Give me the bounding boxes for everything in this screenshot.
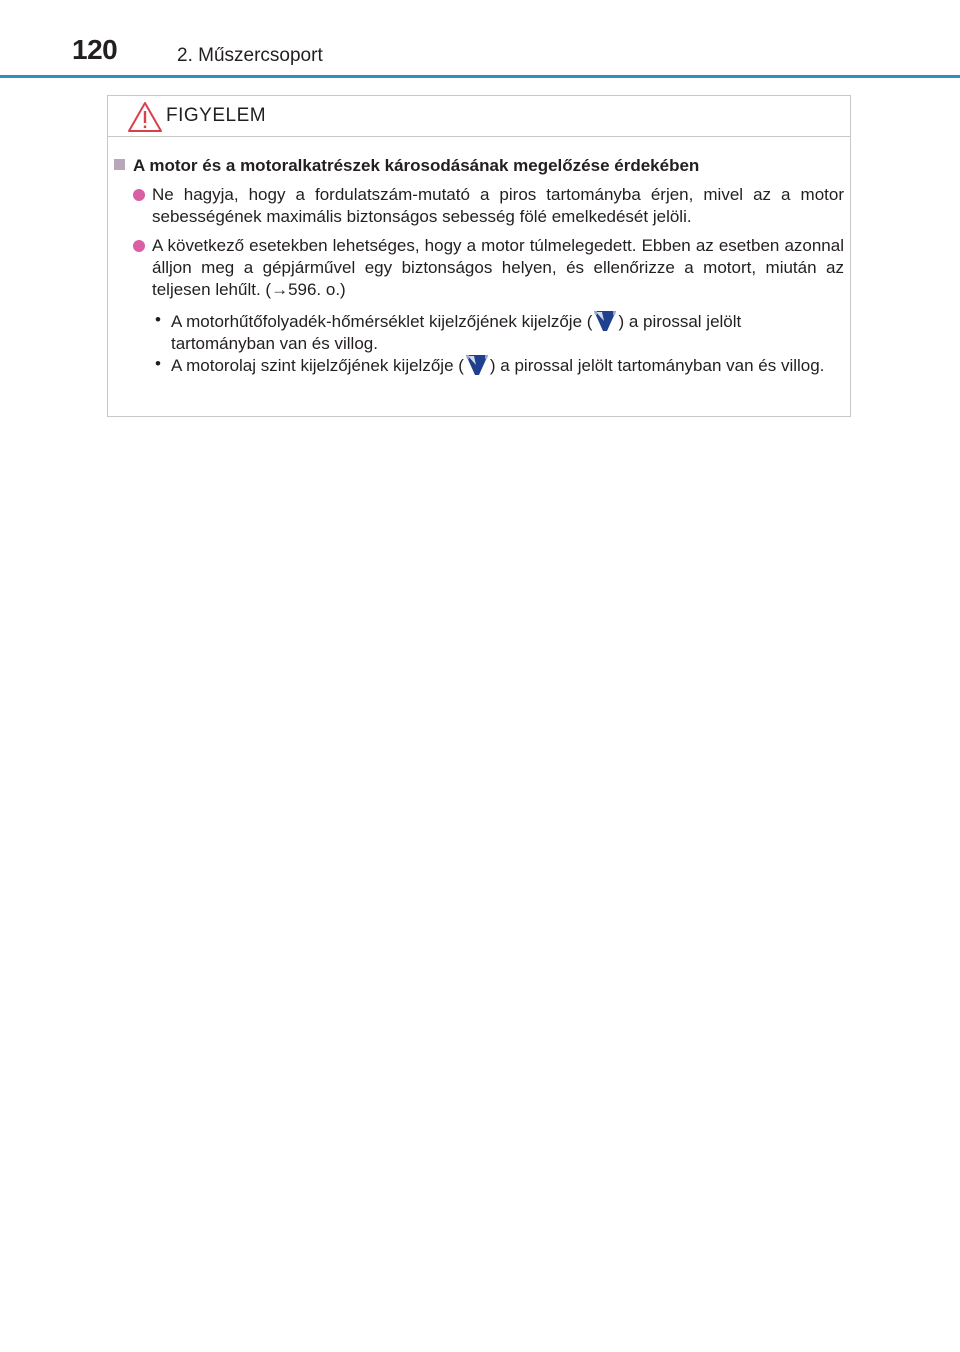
subheading-text: A motor és a motoralkatrészek károsodásának megelőzése érdekében bbox=[133, 156, 700, 175]
sub-item-text-after: ) a pirossal jelölt tartományban van és villog. bbox=[489, 356, 825, 375]
list-item-text: A következő esetekben lehetséges, hogy a motor túlmelegedett. Ebben az esetben azonnal álljon meg a gépjárművel egy biztonságos helyen, és ellenőrizze a motort, miután az teljesen lehűlt. (→596. o.) bbox=[152, 236, 844, 299]
oil-level-gauge-icon bbox=[465, 353, 489, 377]
sub-list-item bbox=[155, 309, 844, 355]
square-bullet-icon bbox=[114, 159, 125, 170]
warning-triangle-icon bbox=[127, 101, 163, 133]
sub-bullet: • bbox=[155, 310, 161, 329]
list-item-text: Ne hagyja, hogy a fordulatszám-mutató a piros tartományba érjen, mivel az a motor sebességének maximális biztonságos sebesség fölé emelkedését jelöli. bbox=[152, 185, 844, 226]
list-item bbox=[152, 184, 844, 228]
section-title: 2. Műszercsoport bbox=[177, 45, 323, 66]
header-rule bbox=[0, 75, 960, 78]
warning-label: FIGYELEM bbox=[166, 105, 267, 126]
sub-list-item bbox=[155, 353, 844, 377]
warning-box bbox=[107, 95, 851, 417]
page-number: 120 bbox=[72, 34, 118, 65]
bullet-dot-icon bbox=[133, 189, 145, 201]
sub-item-text-before: A motorhűtőfolyadék-hőmérséklet kijelzőjének kijelzője ( bbox=[171, 312, 593, 331]
sub-item-text-before: A motorolaj szint kijelzőjének kijelzője ( bbox=[171, 356, 464, 375]
warning-header bbox=[108, 96, 850, 137]
page-header bbox=[0, 0, 960, 80]
bullet-dot-icon bbox=[133, 240, 145, 252]
sub-bullet: • bbox=[155, 354, 161, 373]
coolant-temperature-gauge-icon bbox=[593, 309, 617, 333]
warning-subheading bbox=[114, 156, 844, 176]
sub-item-text-after: ) a pirossal jelölt tartományban van és villog. bbox=[171, 312, 742, 353]
list-item bbox=[152, 235, 844, 301]
